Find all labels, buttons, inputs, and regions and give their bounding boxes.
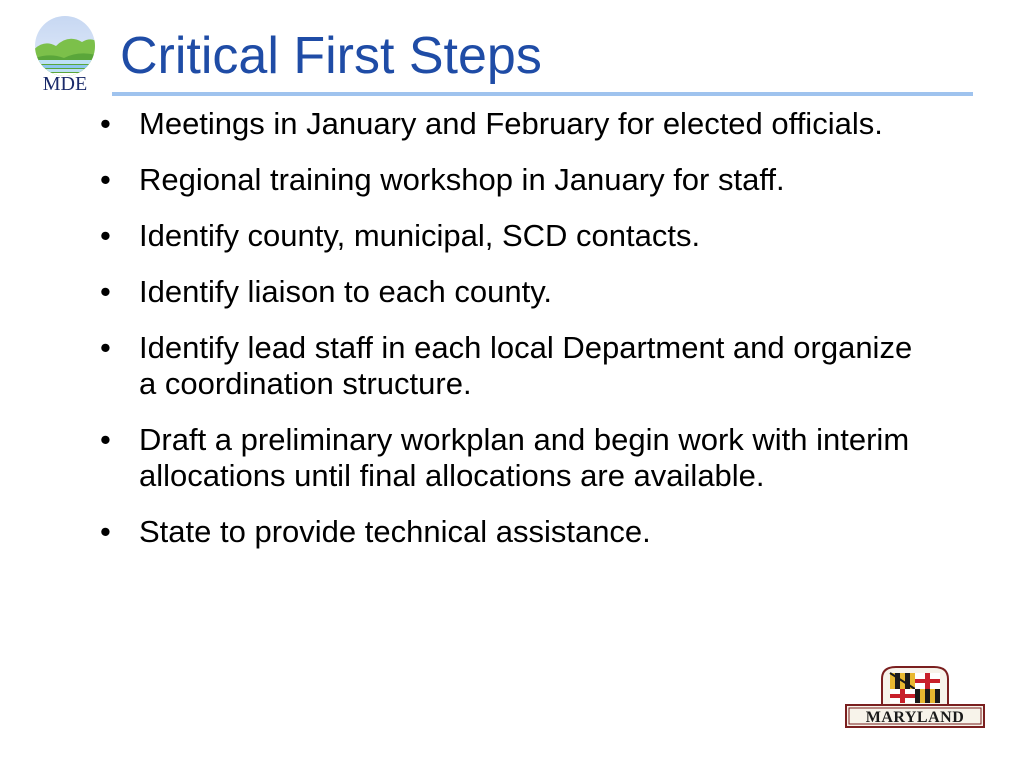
maryland-logo-text: MARYLAND [865, 709, 965, 726]
bullet-item: • Identify liaison to each county. [98, 274, 938, 310]
slide-title: Critical First Steps [120, 27, 542, 85]
mde-logo [30, 14, 100, 94]
bullet-item: • Identify county, municipal, SCD contacts. [98, 218, 938, 254]
bullet-list [98, 106, 938, 570]
bullet-item: • Meetings in January and February for elected officials. [98, 106, 938, 142]
bullet-item: • Identify lead staff in each local Department and organize a coordination structure. [98, 330, 938, 402]
mde-logo-text: MDE [42, 73, 88, 94]
title-underline [112, 92, 973, 96]
bullet-item: • State to provide technical assistance. [98, 514, 938, 550]
bullet-item: • Regional training workshop in January for staff. [98, 162, 938, 198]
maryland-logo [844, 665, 986, 729]
mde-hills-water-icon [30, 14, 100, 94]
bullet-item: • Draft a preliminary workplan and begin work with interim allocations until final allocations are available. [98, 422, 938, 494]
maryland-flag-crest-icon [844, 665, 986, 729]
